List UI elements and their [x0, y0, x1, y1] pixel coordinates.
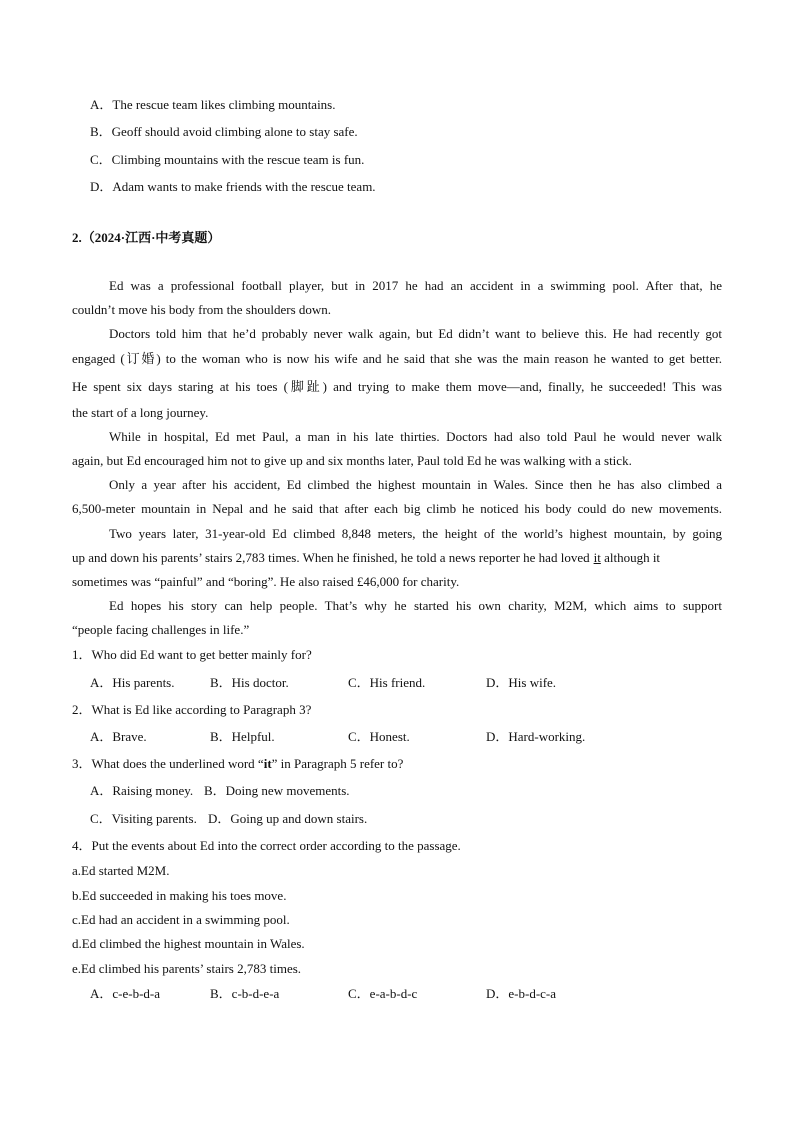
passage-p5-line2-end: although it — [600, 550, 661, 565]
q2-option-b: B．Helpful. — [210, 729, 275, 744]
passage-p4-line2: 6,500-meter mountain in Nepal and he said that after each big climb he noticed his body could do new movements. — [72, 501, 722, 516]
q4-option-c: C．e-a-b-d-c — [348, 986, 418, 1001]
question-heading: 2.（2024·江西·中考真题） — [72, 230, 221, 245]
passage-p5-line2 — [72, 549, 722, 567]
passage-p4-line1: Only a year after his accident, Ed climbed the highest mountain in Wales. Since then he has also climbed a — [109, 477, 722, 492]
prev-option-c: C．Climbing mountains with the rescue team is fun. — [90, 152, 365, 167]
prev-option-d: D．Adam wants to make friends with the rescue team. — [90, 179, 376, 194]
q4-event-e: e.Ed climbed his parents’ stairs 2,783 times. — [72, 961, 302, 976]
prev-option-b: B．Geoff should avoid climbing alone to stay safe. — [90, 124, 358, 139]
q3-option-a: A．Raising money. — [90, 783, 194, 798]
passage-p5-line2-text: up and down his parents’ stairs 2,783 times. When he finished, he told a news reporter he had loved — [72, 550, 590, 565]
q4-event-a: a.Ed started M2M. — [72, 863, 170, 878]
passage-p2-line2: engaged (订婚) to the woman who is now his wife and he said that she was the main reason he wanted to get better. — [72, 351, 722, 366]
q4-option-d: D．e-b-d-c-a — [486, 986, 557, 1001]
q4-event-b: b.Ed succeeded in making his toes move. — [72, 888, 287, 903]
passage-p1-line1: Ed was a professional football player, but in 2017 he had an accident in a swimming pool. After that, he — [109, 278, 722, 293]
underlined-word-it: it — [593, 550, 601, 565]
passage-p6-line2: “people facing challenges in life.” — [72, 622, 250, 637]
q1-option-b: B．His doctor. — [210, 675, 289, 690]
q2-option-a: A．Brave. — [90, 729, 147, 744]
q3-quoted-word: it — [263, 756, 272, 771]
passage-p2-line4: the start of a long journey. — [72, 405, 209, 420]
prev-option-a: A．The rescue team likes climbing mountains. — [90, 97, 336, 112]
q1-option-c: C．His friend. — [348, 675, 426, 690]
passage-p3-line1: While in hospital, Ed met Paul, a man in his late thirties. Doctors had also told Paul he would never walk — [109, 429, 722, 444]
q3-option-c: C．Visiting parents. — [90, 811, 197, 826]
passage-p3-line2: again, but Ed encouraged him not to give up and six months later, Paul told Ed he was walking with a stick. — [72, 453, 632, 468]
question-1-stem: 1．Who did Ed want to get better mainly for? — [72, 647, 312, 662]
q1-option-a: A．His parents. — [90, 675, 175, 690]
passage-p5-line1: Two years later, 31-year-old Ed climbed 8,848 meters, the height of the world’s highest mountain, by going — [109, 526, 722, 541]
q2-option-d: D．Hard-working. — [486, 729, 586, 744]
q3-option-d: D．Going up and down stairs. — [208, 811, 368, 826]
q4-option-b: B．c-b-d-e-a — [210, 986, 280, 1001]
passage-p5-line3: sometimes was “painful” and “boring”. He also raised £46,000 for charity. — [72, 574, 460, 589]
passage-p2-line1: Doctors told him that he’d probably never walk again, but Ed didn’t want to believe this. He had recently got — [109, 326, 722, 341]
q4-event-d: d.Ed climbed the highest mountain in Wales. — [72, 936, 305, 951]
question-4-stem: 4．Put the events about Ed into the correct order according to the passage. — [72, 838, 461, 853]
q3-option-b: B．Doing new movements. — [204, 783, 350, 798]
q4-option-a: A．c-e-b-d-a — [90, 986, 161, 1001]
question-3-stem: 3．What does the underlined word “it” in Paragraph 5 refer to? — [72, 756, 404, 771]
q4-event-c: c.Ed had an accident in a swimming pool. — [72, 912, 290, 927]
passage-p2-line3: He spent six days staring at his toes (脚趾) and trying to make them move—and, finally, he succeeded! This was — [72, 379, 722, 394]
passage-p6-line1: Ed hopes his story can help people. That’s why he started his own charity, M2M, which aims to support — [109, 598, 722, 613]
q1-option-d: D．His wife. — [486, 675, 557, 690]
question-2-stem: 2．What is Ed like according to Paragraph 3? — [72, 702, 312, 717]
q2-option-c: C．Honest. — [348, 729, 410, 744]
passage-p1-line2: couldn’t move his body from the shoulders down. — [72, 302, 332, 317]
